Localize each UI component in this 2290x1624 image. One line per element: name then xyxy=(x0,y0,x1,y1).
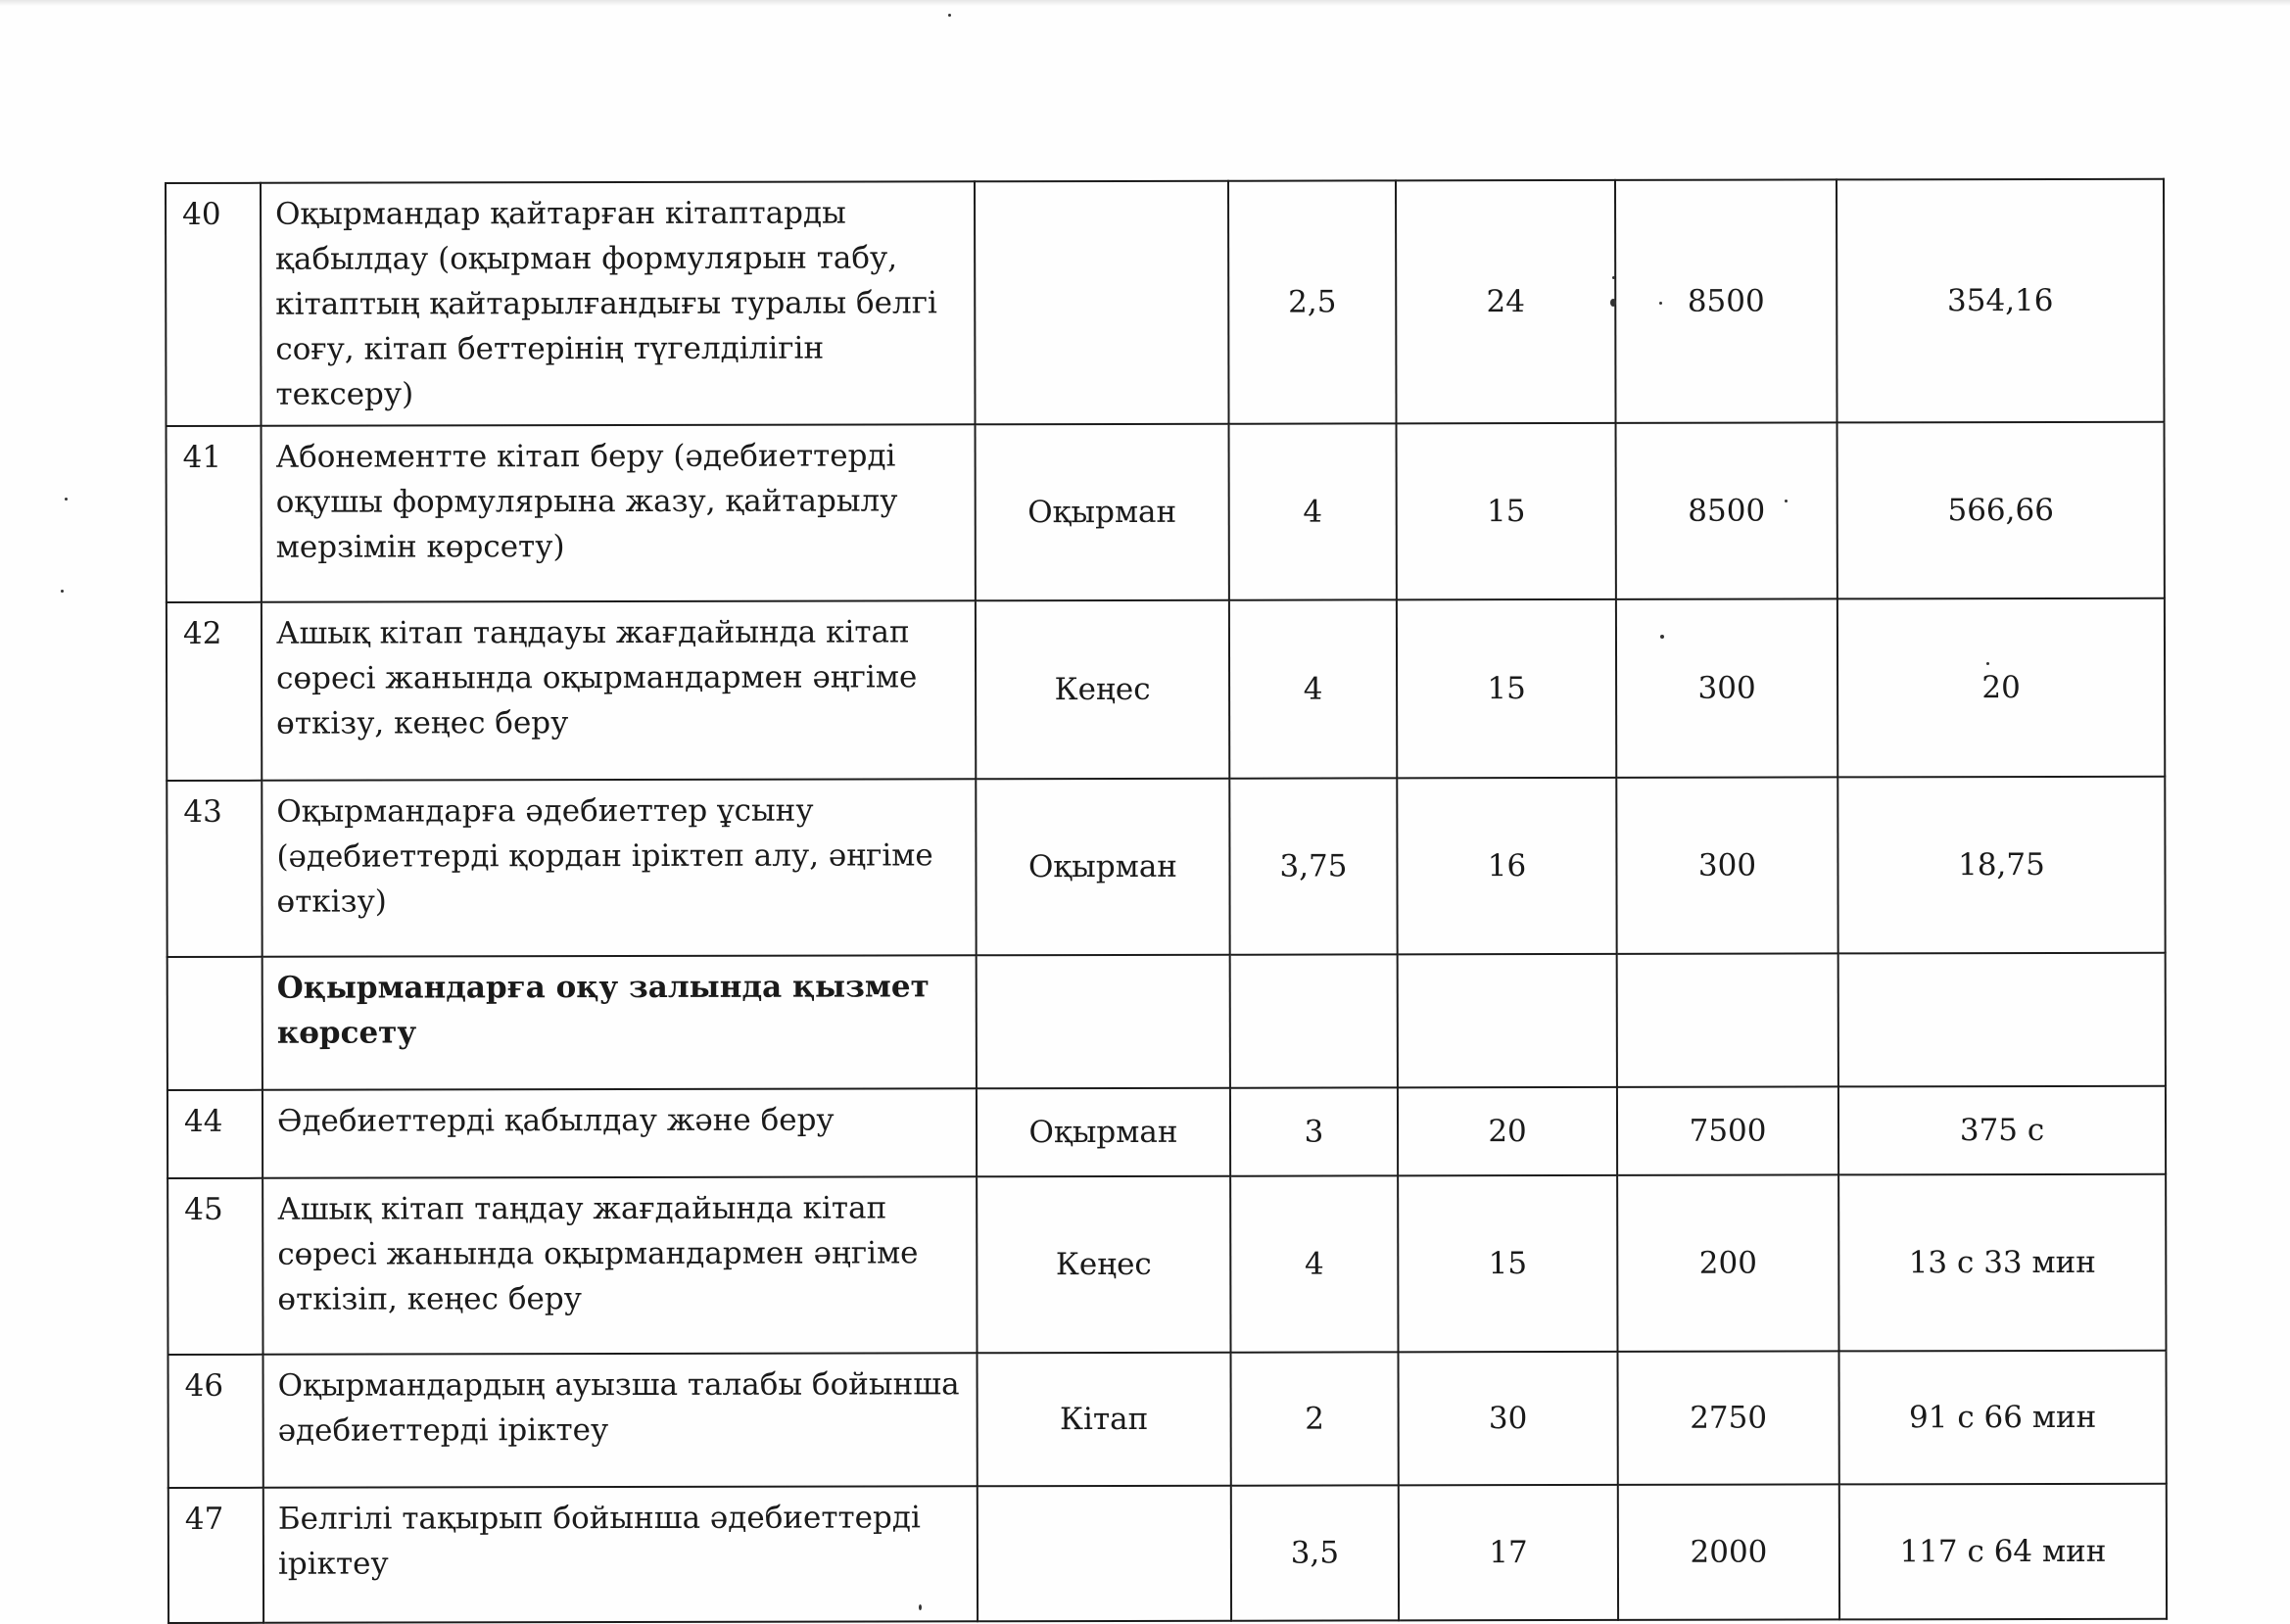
total-cell: 13 с 33 мин xyxy=(1838,1174,2166,1352)
time-norm-cell: 3 xyxy=(1230,1087,1398,1175)
row-number: 42 xyxy=(167,602,262,781)
volume-cell: 2000 xyxy=(1618,1484,1839,1619)
unit-cell xyxy=(978,1486,1231,1622)
total-cell: 91 с 66 мин xyxy=(1839,1351,2167,1485)
total-cell: 20 xyxy=(1837,598,2165,778)
volume-cell: 200 xyxy=(1617,1174,1838,1351)
time-norm-cell: 4 xyxy=(1230,1175,1398,1352)
time-norm-cell: 3,5 xyxy=(1231,1485,1399,1620)
table-row xyxy=(167,1174,2166,1355)
section-row xyxy=(167,953,2166,1090)
scan-speck xyxy=(1660,635,1664,639)
empty-cell xyxy=(1398,954,1617,1087)
volume-cell: 300 xyxy=(1616,777,1837,953)
table-row xyxy=(167,598,2165,781)
total-cell: 375 с xyxy=(1838,1086,2166,1175)
task-name: Оқырмандарға әдебиеттер ұсыну (әдебиеттерді қордан іріктеп алу, әңгіме өткізу) xyxy=(262,779,976,957)
unit-cell xyxy=(975,181,1229,425)
task-name: Белгілі тақырып бойынша әдебиеттерді іріктеу xyxy=(263,1486,978,1623)
unit-cell: Оқырман xyxy=(976,424,1229,601)
scan-edge xyxy=(0,0,2290,6)
unit-cell: Кеңес xyxy=(976,600,1229,780)
scan-speck xyxy=(1986,662,1989,665)
row-number: 41 xyxy=(167,426,262,602)
table-row xyxy=(168,1484,2167,1623)
row-number: 45 xyxy=(167,1178,262,1355)
task-name: Ашық кітап таңдау жағдайында кітап сөресі жанында оқырмандармен әңгіме өткізіп, кеңес беру xyxy=(262,1176,977,1355)
total-cell: 354,16 xyxy=(1837,179,2165,423)
scan-speck xyxy=(61,590,64,593)
task-name: Оқырмандар қайтарған кітаптарды қабылдау (оқырман формулярын табу, кітаптың қайтарылғандығы туралы белгі соғу, кітап беттерінің түгелділігін тексеру) xyxy=(261,181,976,426)
table-row xyxy=(167,1086,2166,1178)
quantity-cell: 30 xyxy=(1399,1352,1618,1485)
empty-cell xyxy=(1617,953,1838,1086)
task-name: Әдебиеттерді қабылдау және беру xyxy=(262,1088,977,1178)
time-norm-cell: 2 xyxy=(1231,1352,1399,1485)
scan-speck xyxy=(1610,299,1616,307)
volume-cell: 7500 xyxy=(1617,1086,1838,1174)
row-number: 43 xyxy=(167,781,262,957)
empty-cell xyxy=(1838,953,2166,1087)
total-cell: 566,66 xyxy=(1837,422,2165,599)
volume-cell: 8500 xyxy=(1616,422,1837,598)
empty-cell xyxy=(1230,954,1398,1087)
table-row xyxy=(168,1351,2167,1488)
quantity-cell: 24 xyxy=(1396,180,1616,423)
scan-speck xyxy=(65,498,68,501)
total-cell: 18,75 xyxy=(1837,777,2165,954)
norms-table xyxy=(165,178,2168,1624)
table-row xyxy=(167,777,2165,957)
quantity-cell: 20 xyxy=(1398,1087,1617,1175)
time-norm-cell: 4 xyxy=(1229,423,1397,599)
scan-speck xyxy=(919,1604,922,1610)
volume-cell: 8500 xyxy=(1615,179,1837,422)
unit-cell: Оқырман xyxy=(976,779,1229,956)
volume-cell: 2750 xyxy=(1618,1351,1839,1484)
section-title: Оқырмандарға оқу залында қызмет көрсету xyxy=(262,955,977,1090)
time-norm-cell: 4 xyxy=(1229,599,1397,778)
row-number: 40 xyxy=(166,183,262,426)
quantity-cell: 16 xyxy=(1397,778,1616,954)
task-name: Оқырмандардың ауызша талабы бойынша әдебиеттерді іріктеу xyxy=(263,1353,978,1488)
unit-cell: Оқырман xyxy=(977,1088,1230,1177)
row-number: 44 xyxy=(167,1090,262,1178)
unit-cell: Кітап xyxy=(978,1353,1231,1487)
empty-cell xyxy=(167,957,262,1090)
quantity-cell: 15 xyxy=(1397,599,1616,778)
task-name: Ашық кітап таңдауы жағдайында кітап сөресі жанында оқырмандармен әңгіме өткізу, кеңес беру xyxy=(262,600,976,781)
scan-speck xyxy=(1659,302,1662,305)
scan-speck xyxy=(1785,500,1788,502)
row-number: 47 xyxy=(168,1488,263,1623)
time-norm-cell: 3,75 xyxy=(1229,778,1397,954)
task-name: Абонементте кітап беру (әдебиеттерді оқушы формулярына жазу, қайтарылу мерзімін көрсету) xyxy=(262,424,976,602)
volume-cell: 300 xyxy=(1616,598,1837,777)
table-row xyxy=(167,422,2165,602)
table-row xyxy=(166,179,2165,426)
quantity-cell: 15 xyxy=(1397,423,1616,599)
quantity-cell: 15 xyxy=(1398,1175,1617,1352)
time-norm-cell: 2,5 xyxy=(1228,180,1397,423)
empty-cell xyxy=(977,955,1230,1089)
quantity-cell: 17 xyxy=(1399,1485,1618,1620)
row-number: 46 xyxy=(168,1355,263,1488)
total-cell: 117 с 64 мин xyxy=(1839,1484,2167,1620)
scan-speck xyxy=(948,14,951,17)
scan-speck xyxy=(1612,276,1615,279)
unit-cell: Кеңес xyxy=(977,1176,1230,1354)
